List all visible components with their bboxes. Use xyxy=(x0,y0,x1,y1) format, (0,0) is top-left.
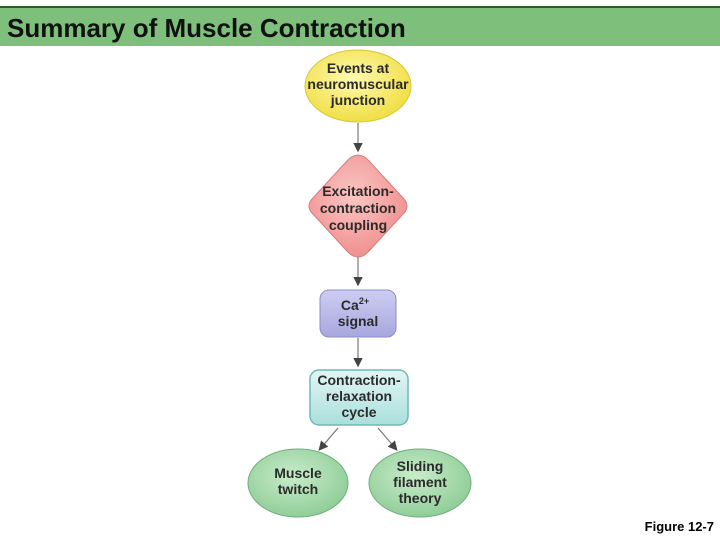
node-ecc-line-1: Excitation- xyxy=(322,183,394,199)
node-contraction-relaxation-cycle xyxy=(310,370,408,425)
arrow-crc-to-sliding xyxy=(378,428,396,449)
slide-title: Summary of Muscle Contraction xyxy=(7,13,406,43)
node-crc-line-1: Contraction- xyxy=(317,372,401,388)
node-twitch-line-2: twitch xyxy=(277,481,319,497)
node-calcium-signal xyxy=(320,290,396,337)
figure-label: Figure 12-7 xyxy=(644,519,714,534)
node-sliding-line-3: theory xyxy=(398,490,442,506)
node-excitation-contraction-coupling xyxy=(309,155,407,257)
node-ca-superscript: 2+ xyxy=(358,296,370,306)
node-muscle-twitch xyxy=(248,449,348,517)
node-ecc-line-3: coupling xyxy=(328,217,388,233)
node-nmj-line-2: neuromuscular xyxy=(307,76,409,92)
node-nmj-line-3: junction xyxy=(330,92,386,108)
node-ca-line-2: signal xyxy=(337,313,379,329)
node-nmj-line-1: Events at xyxy=(326,60,390,76)
node-twitch-line-1: Muscle xyxy=(274,465,322,481)
node-sliding-line-2: filament xyxy=(393,474,447,490)
node-neuromuscular-junction xyxy=(305,50,411,122)
node-ecc-line-2: contraction xyxy=(319,200,397,216)
arrow-crc-to-twitch xyxy=(320,428,338,449)
node-ca-symbol: Ca xyxy=(340,297,359,313)
node-crc-line-3: cycle xyxy=(341,404,377,420)
node-sliding-filament-theory xyxy=(369,449,471,517)
node-sliding-line-1: Sliding xyxy=(396,458,444,474)
node-crc-line-2: relaxation xyxy=(325,388,393,404)
